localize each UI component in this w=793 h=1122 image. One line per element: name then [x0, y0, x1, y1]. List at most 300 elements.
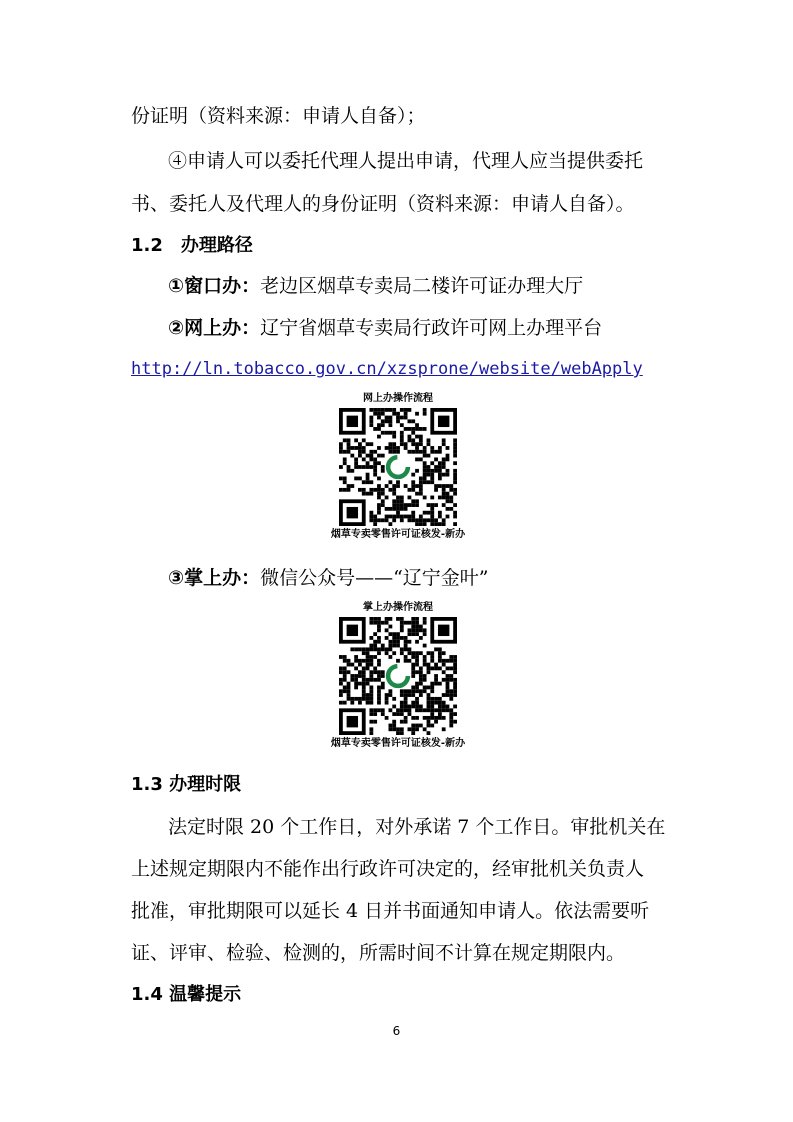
qr-module — [404, 716, 408, 720]
qr-module — [408, 640, 412, 644]
qr-module — [392, 488, 396, 492]
qr-module — [430, 651, 434, 655]
qr-module — [434, 720, 438, 724]
qr-finder-pattern — [347, 625, 358, 636]
qr-module — [430, 496, 434, 500]
qr-module — [377, 674, 381, 678]
qr-module — [354, 647, 358, 651]
qr-module — [377, 663, 381, 667]
qr-module — [392, 435, 396, 439]
qr-module — [373, 621, 377, 625]
qr-module — [385, 651, 389, 655]
qr-module — [427, 651, 431, 655]
qr-module — [396, 659, 400, 663]
window-label: ①窗口办： — [168, 275, 261, 297]
qr-module — [430, 716, 434, 720]
qr-module — [415, 450, 419, 454]
qr-module — [411, 480, 415, 484]
qr-module — [377, 518, 381, 522]
qr-module — [350, 454, 354, 458]
qr-module — [392, 518, 396, 522]
qr-module — [388, 442, 392, 446]
qr-module — [377, 423, 381, 427]
qr-module — [408, 727, 412, 731]
qr-module — [339, 689, 343, 693]
qr-module — [362, 450, 366, 454]
qr-module — [415, 442, 419, 446]
qr-module — [381, 499, 385, 503]
qr-module — [354, 682, 358, 686]
qr-module — [358, 477, 362, 481]
qr-module — [438, 666, 442, 670]
qr-module — [415, 427, 419, 431]
qr-block-mobile — [320, 601, 476, 751]
qr-module — [366, 480, 370, 484]
online-item — [168, 315, 713, 341]
qr-module — [392, 724, 396, 728]
qr-module — [419, 705, 423, 709]
qr-module — [369, 515, 373, 519]
qr-module — [430, 705, 434, 709]
qr-module — [446, 678, 450, 682]
qr-module — [442, 708, 446, 712]
qr-module — [381, 670, 385, 674]
qr-module — [449, 659, 453, 663]
qr-module — [373, 670, 377, 674]
qr-module — [373, 465, 377, 469]
qr-module — [396, 712, 400, 716]
qr-module — [449, 666, 453, 670]
qr-finder-pattern — [347, 716, 358, 727]
qr-module — [354, 446, 358, 450]
qr-module — [362, 492, 366, 496]
qr-module — [354, 655, 358, 659]
qr-module — [419, 480, 423, 484]
qr-module — [358, 446, 362, 450]
qr-module — [373, 640, 377, 644]
qr-module — [400, 625, 404, 629]
qr-module — [449, 708, 453, 712]
qr-module — [415, 686, 419, 690]
qr-module — [415, 682, 419, 686]
qr-module — [362, 697, 366, 701]
qr-finder-pattern — [438, 625, 449, 636]
qr-module — [442, 484, 446, 488]
qr-module — [339, 442, 343, 446]
qr-title-online: 网上办操作流程 — [363, 393, 433, 404]
qr-module — [343, 666, 347, 670]
qr-module — [453, 450, 457, 454]
qr-module — [377, 651, 381, 655]
qr-module — [408, 632, 412, 636]
qr-module — [411, 628, 415, 632]
qr-module — [434, 488, 438, 492]
qr-module — [442, 503, 446, 507]
time-paragraph-line-1: 法定时限 20 个工作日，对外承诺 7 个工作日。审批机关在 — [168, 816, 666, 838]
qr-module — [408, 435, 412, 439]
qr-module — [411, 693, 415, 697]
qr-module — [358, 488, 362, 492]
qr-module — [438, 708, 442, 712]
qr-module — [381, 492, 385, 496]
qr-block-online — [320, 392, 476, 542]
qr-module — [369, 686, 373, 690]
qr-module — [423, 659, 427, 663]
qr-module — [377, 636, 381, 640]
qr-module — [408, 408, 412, 412]
qr-module — [453, 469, 457, 473]
qr-module — [446, 454, 450, 458]
qr-module — [453, 438, 457, 442]
qr-module — [430, 461, 434, 465]
qr-module — [415, 412, 419, 416]
qr-module — [366, 659, 370, 663]
qr-module — [411, 617, 415, 621]
qr-module — [438, 461, 442, 465]
qr-module — [415, 663, 419, 667]
qr-module — [438, 697, 442, 701]
qr-module — [453, 686, 457, 690]
qr-module — [388, 632, 392, 636]
qr-module — [369, 457, 373, 461]
qr-module — [438, 511, 442, 515]
qr-module — [339, 488, 343, 492]
qr-module — [430, 724, 434, 728]
qr-module — [415, 469, 419, 473]
qr-module — [423, 469, 427, 473]
qr-module — [438, 522, 442, 526]
qr-module — [392, 507, 396, 511]
qr-module — [442, 522, 446, 526]
qr-module — [358, 682, 362, 686]
qr-module — [400, 503, 404, 507]
qr-module — [366, 492, 370, 496]
qr-module — [415, 716, 419, 720]
online-platform-link[interactable]: http://ln.tobacco.gov.cn/xzsprone/website/webApply — [131, 359, 643, 379]
qr-module — [449, 697, 453, 701]
qr-module — [408, 647, 412, 651]
qr-module — [369, 408, 373, 412]
qr-module — [434, 503, 438, 507]
qr-module — [392, 499, 396, 503]
qr-module — [396, 499, 400, 503]
qr-module — [415, 446, 419, 450]
qr-module — [347, 682, 351, 686]
qr-module — [350, 484, 354, 488]
qr-module — [453, 678, 457, 682]
qr-module — [411, 442, 415, 446]
qr-module — [404, 689, 408, 693]
qr-module — [423, 461, 427, 465]
qr-module — [350, 674, 354, 678]
qr-module — [369, 659, 373, 663]
qr-module — [419, 457, 423, 461]
qr-module — [354, 678, 358, 682]
qr-module — [415, 492, 419, 496]
qr-module — [347, 659, 351, 663]
qr-module — [411, 651, 415, 655]
qr-module — [430, 503, 434, 507]
qr-module — [377, 628, 381, 632]
qr-module — [442, 701, 446, 705]
qr-module — [446, 689, 450, 693]
qr-module — [408, 496, 412, 500]
qr-module — [347, 686, 351, 690]
qr-module — [343, 477, 347, 481]
qr-module — [453, 488, 457, 492]
qr-module — [419, 492, 423, 496]
qr-module — [358, 647, 362, 651]
qr-module — [411, 689, 415, 693]
qr-module — [400, 727, 404, 731]
qr-module — [392, 640, 396, 644]
qr-module — [343, 678, 347, 682]
qr-module — [427, 503, 431, 507]
mobile-item — [168, 565, 713, 591]
qr-module — [427, 473, 431, 477]
qr-module — [415, 522, 419, 526]
qr-module — [400, 507, 404, 511]
qr-module — [396, 731, 400, 735]
qr-finder-pattern — [438, 416, 449, 427]
qr-module — [453, 446, 457, 450]
text-line-1: 份证明（资料来源：申请人自备）； — [131, 105, 426, 127]
qr-module — [381, 431, 385, 435]
qr-module — [446, 457, 450, 461]
qr-module — [400, 701, 404, 705]
qr-module — [408, 427, 412, 431]
qr-module — [419, 484, 423, 488]
qr-module — [434, 682, 438, 686]
qr-module — [369, 518, 373, 522]
qr-module — [366, 663, 370, 667]
qr-module — [343, 655, 347, 659]
qr-module — [347, 446, 351, 450]
qr-module — [343, 450, 347, 454]
qr-module — [415, 621, 419, 625]
qr-module — [369, 636, 373, 640]
qr-module — [339, 682, 343, 686]
qr-code-mobile[interactable] — [336, 617, 460, 735]
mobile-label: ③掌上办： — [168, 567, 261, 589]
qr-module — [377, 412, 381, 416]
qr-module — [404, 705, 408, 709]
qr-module — [388, 431, 392, 435]
qr-module — [388, 617, 392, 621]
qr-module — [427, 469, 431, 473]
qr-module — [404, 636, 408, 640]
qr-module — [388, 693, 392, 697]
qr-module — [408, 689, 412, 693]
qr-module — [423, 632, 427, 636]
qr-module — [373, 632, 377, 636]
qr-module — [366, 693, 370, 697]
qr-module — [415, 499, 419, 503]
qr-module — [350, 647, 354, 651]
qr-module — [392, 431, 396, 435]
qr-module — [430, 446, 434, 450]
qr-module — [415, 518, 419, 522]
qr-module — [392, 503, 396, 507]
qr-module — [358, 697, 362, 701]
qr-module — [446, 492, 450, 496]
qr-module — [427, 716, 431, 720]
qr-module — [350, 701, 354, 705]
qr-module — [377, 507, 381, 511]
qr-module — [366, 442, 370, 446]
qr-module — [369, 416, 373, 420]
qr-module — [400, 731, 404, 735]
qr-module — [358, 663, 362, 667]
qr-module — [449, 724, 453, 728]
qr-module — [419, 651, 423, 655]
qr-module — [377, 477, 381, 481]
qr-module — [423, 511, 427, 515]
qr-module — [427, 693, 431, 697]
qr-module — [404, 640, 408, 644]
qr-module — [404, 697, 408, 701]
qr-module — [430, 689, 434, 693]
qr-module — [388, 408, 392, 412]
qr-module — [362, 659, 366, 663]
qr-module — [396, 640, 400, 644]
qr-module — [438, 515, 442, 519]
qr-module — [369, 693, 373, 697]
qr-module — [419, 625, 423, 629]
qr-module — [366, 678, 370, 682]
qr-module — [369, 663, 373, 667]
qr-module — [419, 693, 423, 697]
qr-module — [381, 465, 385, 469]
qr-module — [453, 712, 457, 716]
qr-module — [442, 716, 446, 720]
qr-module — [381, 712, 385, 716]
qr-module — [396, 617, 400, 621]
qr-module — [377, 416, 381, 420]
qr-module — [453, 670, 457, 674]
qr-module — [438, 701, 442, 705]
qr-module — [446, 674, 450, 678]
qr-module — [366, 655, 370, 659]
qr-module — [438, 659, 442, 663]
qr-module — [415, 659, 419, 663]
qr-module — [385, 647, 389, 651]
qr-module — [427, 670, 431, 674]
qr-module — [369, 655, 373, 659]
time-paragraph-line-4: 证、评审、检验、检测的，所需时间不计算在规定期限内。 — [131, 942, 626, 964]
qr-module — [343, 457, 347, 461]
qr-module — [427, 686, 431, 690]
qr-module — [400, 651, 404, 655]
qr-module — [381, 686, 385, 690]
qr-module — [381, 488, 385, 492]
qr-module — [430, 659, 434, 663]
qr-module — [427, 442, 431, 446]
qr-module — [415, 727, 419, 731]
qr-module — [438, 465, 442, 469]
qr-module — [453, 705, 457, 709]
qr-module — [430, 522, 434, 526]
qr-module — [396, 446, 400, 450]
qr-module — [373, 666, 377, 670]
qr-module — [411, 686, 415, 690]
qr-module — [400, 431, 404, 435]
qr-module — [339, 693, 343, 697]
qr-module — [427, 518, 431, 522]
qr-module — [430, 686, 434, 690]
qr-module — [362, 647, 366, 651]
qr-module — [369, 454, 373, 458]
qr-module — [354, 697, 358, 701]
qr-module — [411, 727, 415, 731]
online-text: 辽宁省烟草专卖局行政许可网上办理平台 — [260, 317, 603, 339]
qr-module — [442, 663, 446, 667]
qr-module — [415, 457, 419, 461]
qr-module — [427, 480, 431, 484]
qr-module — [453, 666, 457, 670]
qr-module — [385, 716, 389, 720]
qr-module — [423, 628, 427, 632]
section-heading-1-4: 1.4 温馨提示 — [131, 984, 242, 1005]
qr-module — [427, 465, 431, 469]
qr-module — [377, 621, 381, 625]
qr-module — [434, 469, 438, 473]
qr-module — [366, 473, 370, 477]
section-heading-1-2: 1.2 办理路径 — [131, 235, 253, 256]
qr-module — [423, 716, 427, 720]
qr-module — [377, 484, 381, 488]
qr-module — [343, 674, 347, 678]
qr-module — [339, 666, 343, 670]
qr-module — [377, 488, 381, 492]
qr-module — [381, 503, 385, 507]
qr-module — [396, 636, 400, 640]
qr-module — [411, 674, 415, 678]
qr-module — [449, 693, 453, 697]
qr-module — [377, 693, 381, 697]
qr-module — [388, 507, 392, 511]
qr-module — [350, 697, 354, 701]
qr-module — [377, 686, 381, 690]
qr-module — [453, 689, 457, 693]
qr-module — [411, 438, 415, 442]
qr-module — [400, 423, 404, 427]
qr-module — [381, 469, 385, 473]
qr-module — [373, 427, 377, 431]
qr-module — [423, 454, 427, 458]
qr-module — [449, 674, 453, 678]
qr-module — [369, 617, 373, 621]
qr-module — [446, 499, 450, 503]
qr-module — [339, 450, 343, 454]
qr-module — [449, 507, 453, 511]
qr-code-online[interactable] — [336, 408, 460, 526]
qr-module — [373, 515, 377, 519]
qr-caption-online: 烟草专卖零售许可证核发-新办 — [330, 529, 466, 540]
qr-module — [419, 518, 423, 522]
qr-module — [377, 640, 381, 644]
qr-module — [408, 518, 412, 522]
qr-module — [377, 492, 381, 496]
qr-module — [449, 720, 453, 724]
qr-module — [427, 697, 431, 701]
qr-module — [453, 492, 457, 496]
qr-module — [438, 450, 442, 454]
qr-module — [423, 427, 427, 431]
qr-module — [381, 412, 385, 416]
qr-module — [350, 446, 354, 450]
qr-module — [427, 454, 431, 458]
